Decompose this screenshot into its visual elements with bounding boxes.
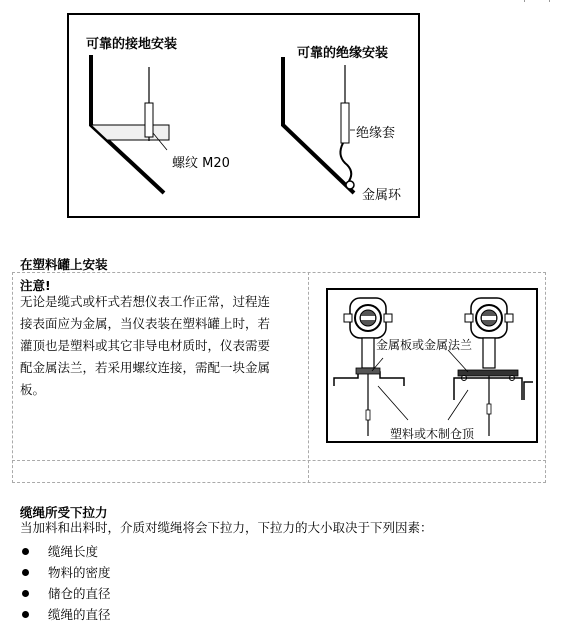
list-item: 物料的密度 — [18, 562, 418, 583]
metal-ring-label: 金属环 — [362, 188, 402, 203]
metal-ring — [346, 181, 354, 189]
metal-plate-label: 金属板或金属法兰 — [376, 338, 473, 352]
paragraph-line: 配金属法兰，若采用螺纹连接，需配一块金属 — [20, 360, 271, 375]
list-item: 储仓的直径 — [18, 583, 418, 604]
left-probe-body — [145, 103, 153, 137]
table-row-divider — [12, 460, 546, 461]
bullet-icon — [22, 548, 29, 555]
plastic-section-heading: 在塑料罐上安装 — [20, 257, 108, 272]
right-title: 可靠的绝缘安装 — [297, 46, 389, 61]
right-probe-body — [341, 103, 349, 143]
plastic-roof-label: 塑料或木制仓顶 — [390, 427, 475, 441]
paragraph-line: 接表面应为金属，当仪表装在塑料罐上时，若 — [20, 316, 271, 331]
bullet-icon — [22, 569, 29, 576]
plastic-tank-diagram — [326, 288, 538, 443]
list-item: 缆绳的直径 — [18, 604, 418, 625]
insulation-sleeve — [340, 143, 351, 181]
right-roof — [454, 378, 522, 400]
paragraph-line: 无论是缆式或杆式若想仪表工作正常，过程连 — [20, 294, 271, 309]
insulation-label: 绝缘套 — [356, 126, 396, 141]
plastic-tank-drawing — [328, 290, 536, 441]
note-paragraph — [20, 291, 305, 401]
left-title: 可靠的接地安装 — [86, 37, 178, 52]
list-item: 缆绳长度 — [18, 541, 418, 562]
paragraph-line: 板。 — [20, 382, 46, 397]
table-column-divider — [308, 272, 309, 483]
paragraph-line: 灌顶也是塑料或其它非导电材质时，仪表需要 — [20, 338, 271, 353]
cable-section-intro: 当加料和出料时，介质对缆绳将会下拉力，下拉力的大小取决于下列因素： — [20, 520, 433, 535]
thread-label: 螺纹 M20 — [172, 156, 230, 171]
factor-list — [18, 541, 418, 625]
cable-section-heading: 缆绳所受下拉力 — [20, 505, 108, 520]
bullet-icon — [22, 590, 29, 597]
corner-mark — [524, 0, 550, 2]
bullet-icon — [22, 611, 29, 618]
note-label: 注意! — [20, 278, 51, 293]
